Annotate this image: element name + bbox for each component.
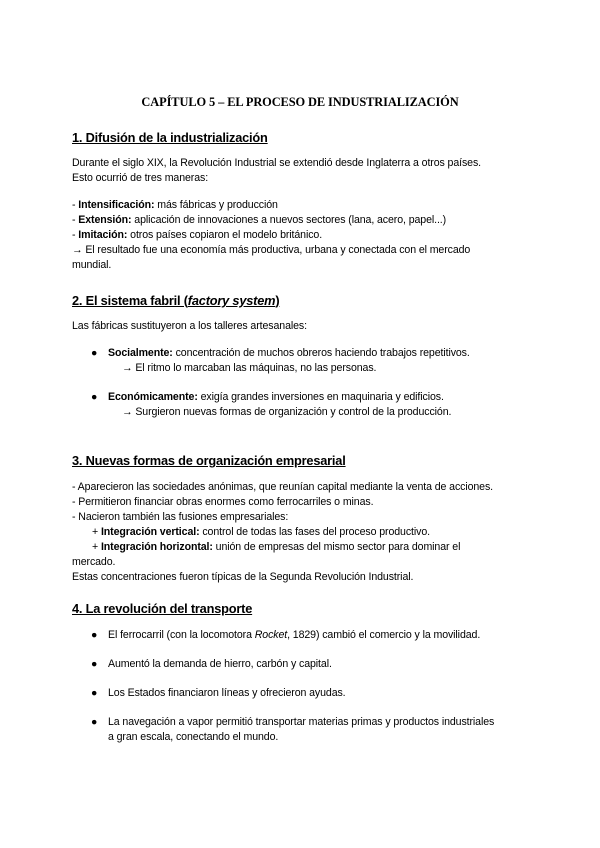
item-emphasis: Rocket: [254, 629, 288, 641]
list-item-estados: Los Estados financiaron líneas y ofrecieron ayudas.: [108, 687, 346, 699]
term-text: otros países copiaron el modelo británico.: [127, 229, 323, 241]
chapter-title: CAPÍTULO 5 – EL PROCESO DE INDUSTRIALIZACIÓN: [141, 95, 459, 109]
list-item-imitacion: [72, 228, 322, 243]
list-item-socialmente: [108, 346, 470, 361]
term-text: aplicación de innovaciones a nuevos sectores (lana, acero, papel...): [131, 214, 447, 226]
item-text: El ferrocarril (con la locomotora: [108, 629, 255, 641]
bullet-icon: ●: [91, 629, 98, 641]
list-item-extension: [72, 213, 446, 228]
list-item-socialmente-sub: → El ritmo lo marcaban las máquinas, no las personas.: [122, 362, 377, 374]
list-dash: -: [72, 199, 79, 211]
list-item-navegacion-line-2: a gran escala, conectando el mundo.: [108, 731, 279, 743]
section-4-heading: 4. La revolución del transporte: [72, 601, 253, 616]
list-item-economicamente: [108, 390, 444, 405]
section-3-line-3: - Nacieron también las fusiones empresariales:: [72, 511, 289, 523]
list-plus: +: [92, 526, 101, 538]
list-item-ferrocarril: [108, 628, 480, 643]
list-item-navegacion-line-1: La navegación a vapor permitió transportar materias primas y productos industriales: [108, 716, 495, 728]
section-3-line-1: - Aparecieron las sociedades anónimas, que reunían capital mediante la venta de acciones.: [72, 481, 494, 493]
list-item-economicamente-sub: → Surgieron nuevas formas de organización y control de la producción.: [122, 406, 452, 418]
list-dash: -: [72, 229, 79, 241]
section-3-heading: 3. Nuevas formas de organización empresarial: [72, 453, 346, 468]
term-label: Imitación:: [78, 229, 128, 241]
bullet-icon: ●: [91, 687, 98, 699]
section-3-continuation: mercado.: [72, 556, 116, 568]
list-dash: -: [72, 214, 79, 226]
section-1-intro-line-1: Durante el siglo XIX, la Revolución Industrial se extendió desde Inglaterra a otros países.: [72, 157, 482, 169]
term-text: unión de empresas del mismo sector para dominar el: [212, 541, 461, 553]
term-label: Socialmente:: [108, 347, 173, 359]
term-label: Extensión:: [78, 214, 132, 226]
term-label: Integración horizontal:: [100, 541, 213, 553]
section-3-line-2: - Permitieron financiar obras enormes como ferrocarriles o minas.: [72, 496, 374, 508]
heading-emphasis: factory system: [187, 293, 276, 308]
term-text: exigía grandes inversiones en maquinaria y edificios.: [197, 391, 444, 403]
bullet-icon: ●: [91, 391, 98, 403]
term-label: Económicamente:: [108, 391, 198, 403]
heading-text: 2. El sistema fabril (: [72, 293, 188, 308]
list-item-integracion-vertical: [92, 525, 430, 540]
term-label: Integración vertical:: [100, 526, 200, 538]
list-item-intensificacion: [72, 198, 278, 213]
section-1-result-line-2: mundial.: [72, 259, 112, 271]
section-1-heading: 1. Difusión de la industrialización: [72, 130, 268, 145]
list-item-integracion-horizontal: [92, 540, 460, 555]
term-text: concentración de muchos obreros haciendo trabajos repetitivos.: [172, 347, 470, 359]
list-item-demanda: Aumentó la demanda de hierro, carbón y capital.: [108, 658, 332, 670]
bullet-icon: ●: [91, 347, 98, 359]
section-2-heading: [72, 293, 279, 308]
section-1-result-line-1: → El resultado fue una economía más productiva, urbana y conectada con el mercado: [72, 244, 471, 256]
bullet-icon: ●: [91, 658, 98, 670]
bullet-icon: ●: [91, 716, 98, 728]
term-text: más fábricas y producción: [154, 199, 278, 211]
item-text-end: , 1829) cambió el comercio y la movilidad.: [287, 629, 481, 641]
term-text: control de todas las fases del proceso productivo.: [199, 526, 430, 538]
list-plus: +: [92, 541, 101, 553]
section-2-intro: Las fábricas sustituyeron a los talleres artesanales:: [72, 320, 307, 332]
heading-text-end: ): [275, 293, 280, 308]
term-label: Intensificación:: [78, 199, 155, 211]
section-3-closing: Estas concentraciones fueron típicas de la Segunda Revolución Industrial.: [72, 571, 414, 583]
section-1-intro-line-2: Esto ocurrió de tres maneras:: [72, 172, 209, 184]
